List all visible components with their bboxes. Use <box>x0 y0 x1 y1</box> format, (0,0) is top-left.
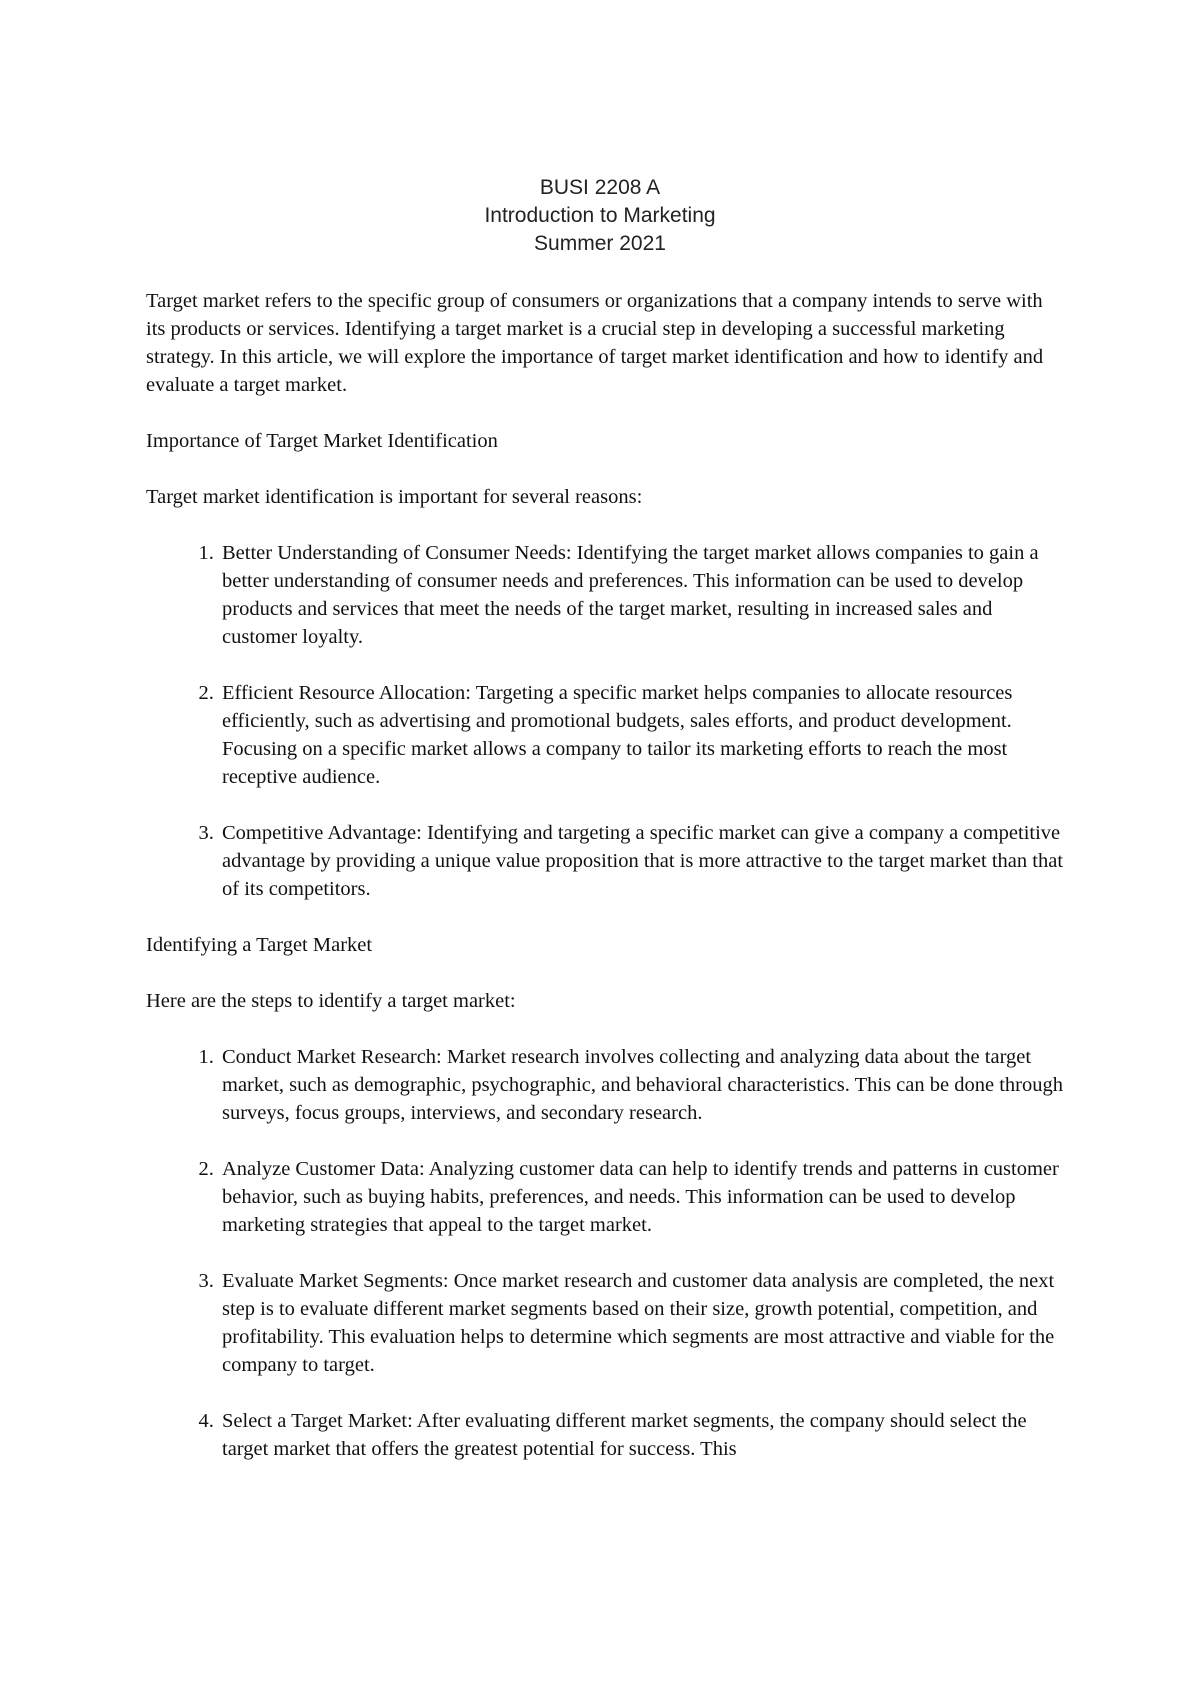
list-item: 1. Better Understanding of Consumer Needs: Identifying the target market allows companies to gain a better understanding of consumer needs and preferences. This information can be used to develop products and services that meet the needs of the target market, resulting in increased sales and customer loyalty. <box>219 539 1066 651</box>
importance-list <box>146 539 1066 903</box>
list-item: 2. Efficient Resource Allocation: Targeting a specific market helps companies to allocate resources efficiently, such as advertising and promotional budgets, sales efforts, and product development. Focusing on a specific market allows a company to tailor its marketing efforts to reach the most receptive audience. <box>219 679 1066 791</box>
list-item: 3. Competitive Advantage: Identifying and targeting a specific market can give a company a competitive advantage by providing a unique value proposition that is more attractive to the target market than that of its competitors. <box>219 819 1066 903</box>
list-item: 3. Evaluate Market Segments: Once market research and customer data analysis are completed, the next step is to evaluate different market segments based on their size, growth potential, competition, and profitability. This evaluation helps to determine which segments are most attractive and viable for the company to target. <box>219 1267 1066 1379</box>
course-term: Summer 2021 <box>534 232 666 255</box>
section-heading-identifying: Identifying a Target Market <box>146 934 373 956</box>
list-item: 2. Analyze Customer Data: Analyzing customer data can help to identify trends and patterns in customer behavior, such as buying habits, preferences, and needs. This information can be used to develop marketing strategies that appeal to the target market. <box>219 1155 1066 1239</box>
course-title: Introduction to Marketing <box>484 204 716 227</box>
document-body <box>146 287 1066 1491</box>
course-code: BUSI 2208 A <box>539 176 661 199</box>
section-lead-identifying: Here are the steps to identify a target market: <box>146 990 516 1012</box>
section-lead-importance: Target market identification is important for several reasons: <box>146 486 643 508</box>
list-item: 1. Conduct Market Research: Market research involves collecting and analyzing data about the target market, such as demographic, psychographic, and behavioral characteristics. This can be done through surveys, focus groups, interviews, and secondary research. <box>219 1043 1066 1127</box>
steps-list <box>146 1043 1066 1463</box>
intro-paragraph: Target market refers to the specific group of consumers or organizations that a company intends to serve with its products or services. Identifying a target market is a crucial step in developing a successful marketing strategy. In this article, we will explore the importance of target market identification and how to identify and evaluate a target market. <box>146 290 1044 396</box>
document-header <box>0 174 1200 258</box>
list-item: 4. Select a Target Market: After evaluating different market segments, the company should select the target market that offers the greatest potential for success. This <box>219 1407 1066 1463</box>
section-heading-importance: Importance of Target Market Identification <box>146 430 498 452</box>
